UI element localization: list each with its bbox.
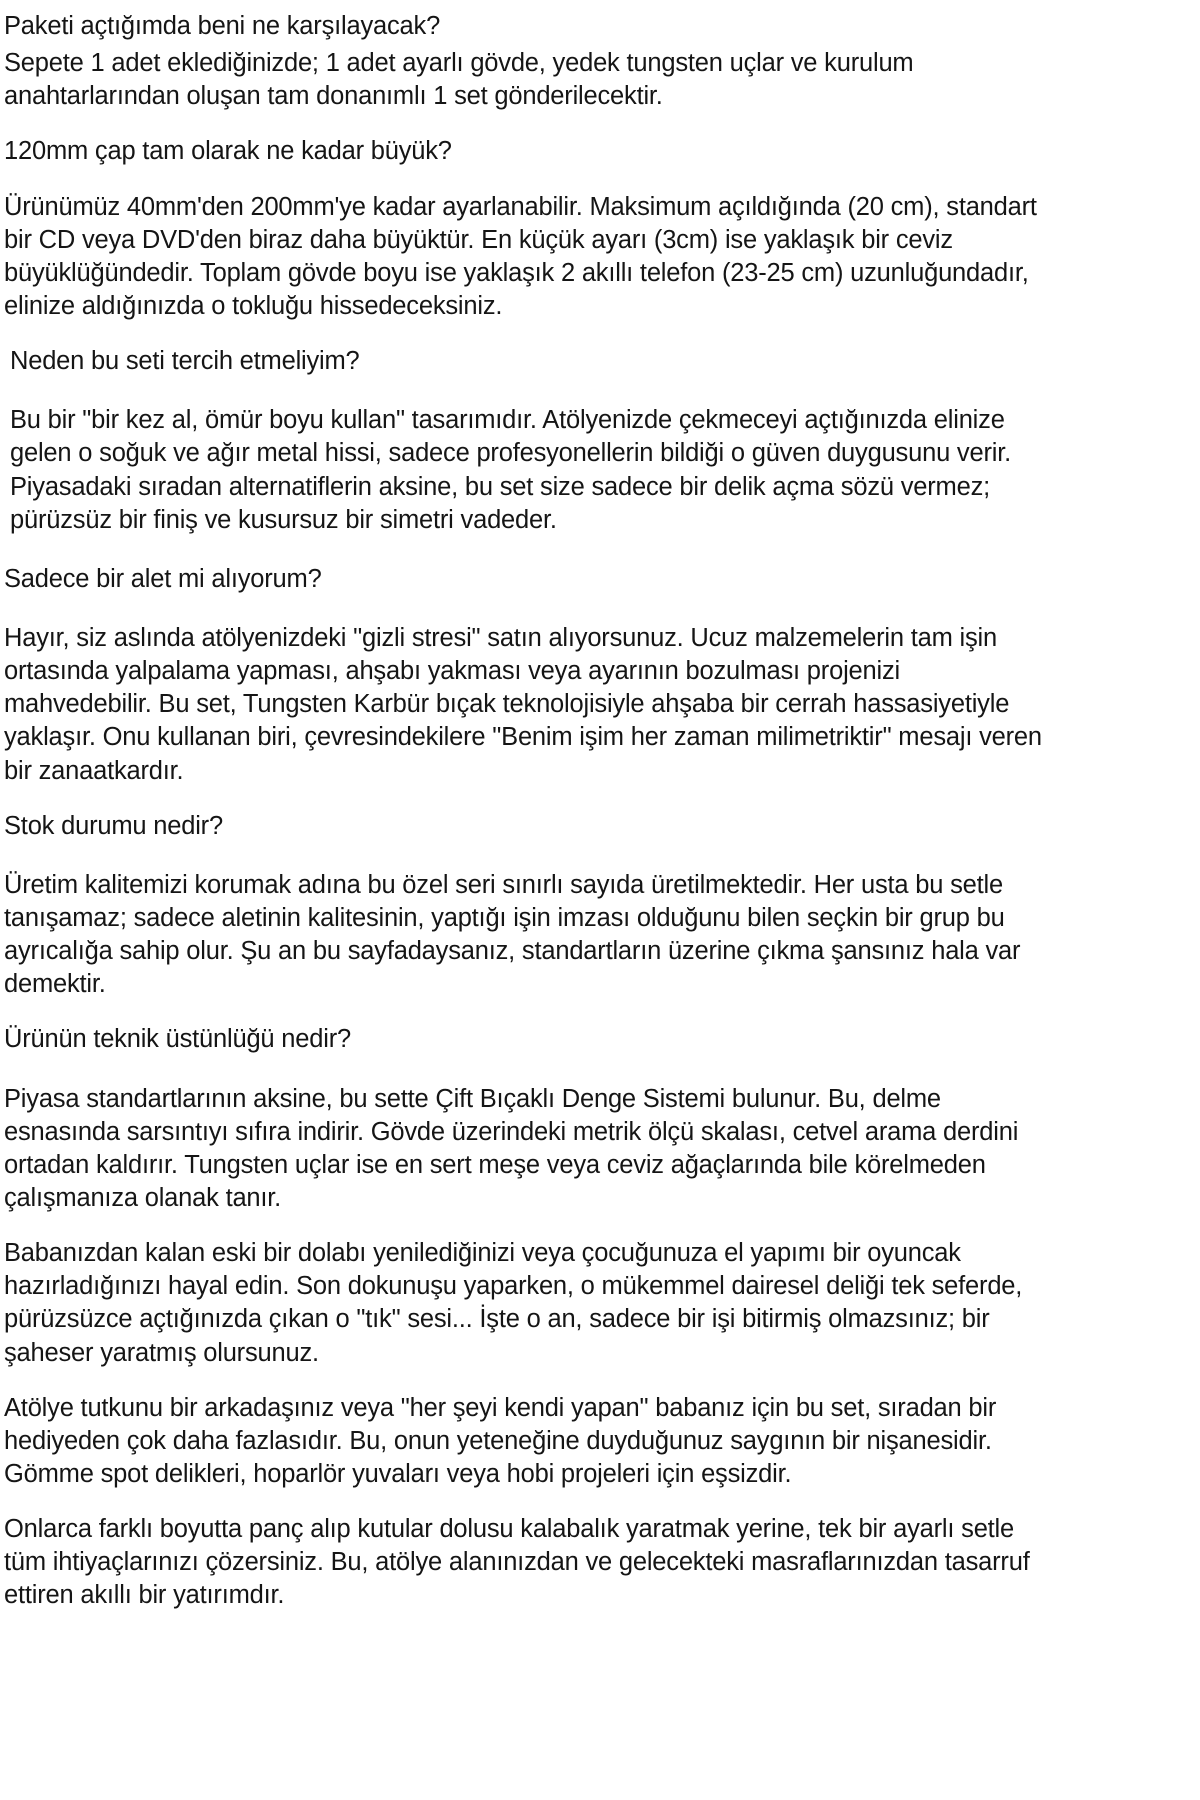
faq-item [4, 810, 1050, 1002]
faq-answer: Piyasa standartlarının aksine, bu sette Çift Bıçaklı Denge Sistemi bulunur. Bu, delme esnasında sarsıntıyı sıfıra indirir. Gövde üzerindeki metrik ölçü skalası, cetvel arama derdini ortadan kaldırır. Tungsten uçlar ise en sert meşe veya ceviz ağaçlarında bile körelmeden çalışmanıza olanak tanır. [4, 1084, 1026, 1212]
spacer [4, 113, 1050, 135]
spacer [4, 847, 1050, 869]
faq-question: Stok durumu nedir? [4, 811, 223, 840]
spacer [4, 788, 1050, 810]
faq-item [4, 345, 1050, 537]
faq-question: 120mm çap tam olarak ne kadar büyük? [4, 137, 452, 166]
faq-question: Neden bu seti tercih etmeliyim? [10, 347, 360, 376]
closing-paragraph: Onlarca farklı boyutta panç alıp kutular dolusu kalabalık yaratmak yerine, tek bir ayarlı setle tüm ihtiyaçlarınızı çözersiniz. Bu, atölye alanınızdan ve gelecekteki masraflarınızdan tasarruf ettiren akıllı bir yatırımdır. [4, 1515, 1037, 1610]
faq-answer: Bu bir "bir kez al, ömür boyu kullan" tasarımıdır. Atölyenizde çekmeceyi açtığınızda elinize gelen o soğuk ve ağır metal hissi, sadece profesyonellerin bildiği o güven duygusunu verir. Piyasadaki sıradan alternatiflerin aksine, bu set size sadece bir delik açma sözü vermez; pürüzsüz bir finiş ve kusursuz bir simetri vadeder. [10, 406, 1018, 534]
spacer [4, 323, 1050, 345]
faq-question: Ürünün teknik üstünlüğü nedir? [4, 1025, 351, 1054]
spacer [4, 173, 1050, 191]
spacer [4, 1061, 1050, 1083]
faq-item [4, 1023, 1050, 1215]
closing-paragraph: Atölye tutkunu bir arkadaşınız veya "her şeyi kendi yapan" babanız için bu set, sıradan bir hediyeden çok daha fazlasıdır. Bu, onun yeteneğine duyduğunuz saygının bir nişanesidir. Gömme spot delikleri, hoparlör yuvaları veya hobi projeleri için eşsizdir. [4, 1393, 1004, 1488]
faq-answer: Ürünümüz 40mm'den 200mm'ye kadar ayarlanabilir. Maksimum açıldığında (20 cm), standart bir CD veya DVD'den biraz daha büyüktür. En küçük ayarı (3cm) ise yaklaşık bir ceviz büyüklüğündedir. Toplam gövde boyu ise yaklaşık 2 akıllı telefon (23-25 cm) uzunluğundadır, elinize aldığınızda o tokluğu hissedeceksiniz. [4, 192, 1044, 320]
faq-item [4, 135, 1050, 323]
spacer [4, 537, 1050, 563]
spacer [4, 1001, 1050, 1023]
faq-question: Sadece bir alet mi alıyorum? [4, 564, 322, 593]
spacer [4, 1370, 1050, 1392]
spacer [4, 600, 1050, 622]
faq-answer: Sepete 1 adet eklediğinizde; 1 adet ayarlı gövde, yedek tungsten uçlar ve kurulum anahtarlarından oluşan tam donanımlı 1 set gönderilecektir. [4, 49, 921, 111]
spacer [4, 1215, 1050, 1237]
spacer [4, 1491, 1050, 1513]
closing-paragraph: Babanızdan kalan eski bir dolabı yenilediğinizi veya çocuğunuza el yapımı bir oyuncak hazırladığınızı hayal edin. Son dokunuşu yaparken, o mükemmel dairesel deliği tek seferde, pürüzsüzce açtığınızda çıkan o "tık" sesi... İşte o an, sadece bir işi bitirmiş olmazsınız; bir şaheser yaratmış olursunuz. [4, 1239, 1030, 1367]
faq-answer: Hayır, siz aslında atölyenizdeki "gizli stresi" satın alıyorsunuz. Ucuz malzemelerin tam işin ortasında yalpalama yapması, ahşabı yakması veya ayarının bozulması projenizi mahvedebilir. Bu set, Tungsten Karbür bıçak teknolojisiyle ahşaba bir cerrah hassasiyetiyle yaklaşır. Onu kullanan biri, çevresindekilere "Benim işim her zaman milimetriktir" mesajı veren bir zanaatkardır. [4, 623, 1049, 785]
faq-answer: Üretim kalitemizi korumak adına bu özel seri sınırlı sayıda üretilmektedir. Her usta bu setle tanışamaz; sadece aletinin kalitesinin, yaptığı işin imzası olduğunu bilen seçkin bir grup bu ayrıcalığa sahip olur. Şu an bu sayfadaysanız, standartların üzerine çıkma şansınız hala var demektir. [4, 870, 1028, 999]
faq-question: Paketi açtığımda beni ne karşılayacak? [4, 12, 441, 40]
spacer [4, 382, 1050, 404]
faq-item [4, 10, 1050, 113]
faq-item [4, 563, 1050, 788]
